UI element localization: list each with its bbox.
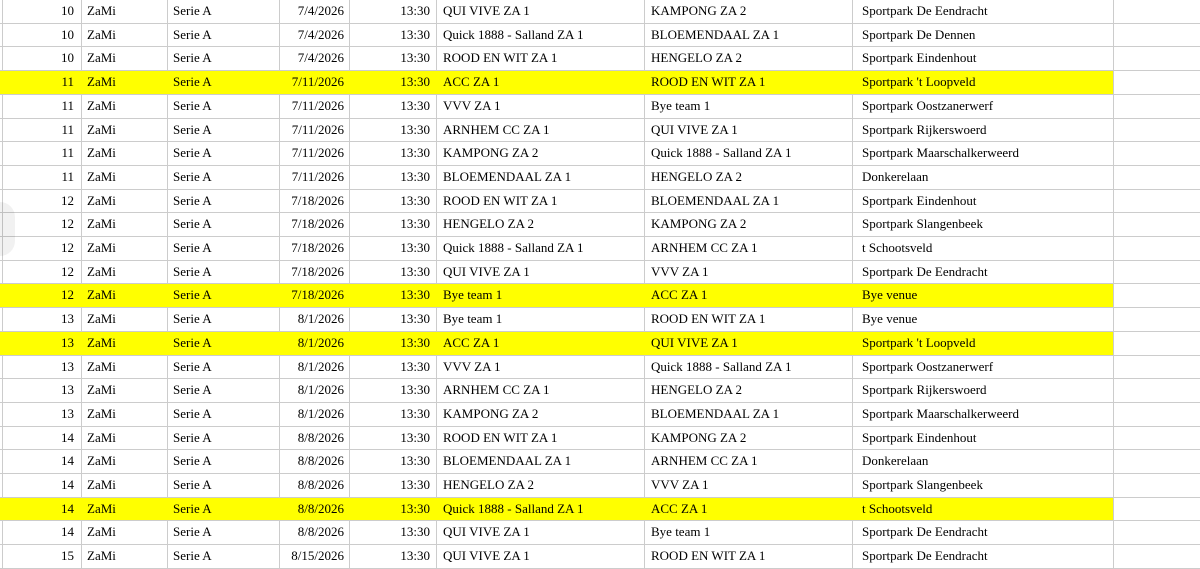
cell-venue[interactable]: t Schootsveld bbox=[862, 240, 933, 256]
cell-time[interactable]: 13:30 bbox=[350, 521, 437, 544]
cell-venue[interactable]: Sportpark Oostzanerwerf bbox=[862, 358, 994, 374]
cell-away-team[interactable]: Bye team 1 bbox=[645, 521, 853, 544]
cell-time[interactable]: 13:30 bbox=[350, 47, 437, 70]
table-row bbox=[0, 47, 1200, 71]
cell-venue[interactable]: Donkerelaan bbox=[862, 168, 929, 184]
cell-empty[interactable] bbox=[1113, 521, 1200, 544]
cell-round[interactable]: 10 bbox=[3, 47, 82, 70]
cell-competition[interactable]: ZaMi bbox=[82, 0, 168, 23]
cell-round[interactable]: 11 bbox=[3, 95, 82, 118]
cell-venue[interactable]: Sportpark Slangenbeek bbox=[862, 216, 983, 232]
cell-empty[interactable] bbox=[1113, 47, 1200, 70]
cell-round[interactable]: 13 bbox=[3, 379, 82, 402]
cell-round[interactable]: 14 bbox=[3, 474, 82, 497]
cell-division[interactable]: Serie A bbox=[168, 498, 280, 521]
cell-competition[interactable]: ZaMi bbox=[82, 356, 168, 379]
cell-venue[interactable]: Sportpark De Dennen bbox=[862, 26, 976, 42]
cell-round[interactable]: 13 bbox=[3, 332, 82, 355]
cell-home-team[interactable]: ACC ZA 1 bbox=[437, 332, 645, 355]
cell-time[interactable]: 13:30 bbox=[350, 403, 437, 426]
table-row bbox=[0, 403, 1200, 427]
cell-venue[interactable]: Bye venue bbox=[862, 311, 918, 327]
table-row bbox=[0, 356, 1200, 380]
cell-away-team[interactable]: ROOD EN WIT ZA 1 bbox=[645, 545, 853, 568]
cell-competition[interactable]: ZaMi bbox=[82, 237, 168, 260]
cell-competition[interactable]: ZaMi bbox=[82, 261, 168, 284]
cell-date[interactable]: 7/18/2026 bbox=[280, 237, 350, 260]
cell-division[interactable]: Serie A bbox=[168, 213, 280, 236]
cell-round[interactable]: 13 bbox=[3, 403, 82, 426]
cell-competition[interactable]: ZaMi bbox=[82, 545, 168, 568]
table-row bbox=[0, 332, 1200, 356]
cell-division[interactable]: Serie A bbox=[168, 119, 280, 142]
cell-division[interactable]: Serie A bbox=[168, 474, 280, 497]
cell-home-team[interactable]: ROOD EN WIT ZA 1 bbox=[437, 47, 645, 70]
cell-competition[interactable]: ZaMi bbox=[82, 498, 168, 521]
cell-division[interactable]: Serie A bbox=[168, 379, 280, 402]
cell-date[interactable]: 7/18/2026 bbox=[280, 261, 350, 284]
cell-home-team[interactable]: ACC ZA 1 bbox=[437, 71, 645, 94]
cell-date[interactable]: 7/4/2026 bbox=[280, 24, 350, 47]
cell-division[interactable]: Serie A bbox=[168, 0, 280, 23]
cell-division[interactable]: Serie A bbox=[168, 308, 280, 331]
table-row bbox=[0, 261, 1200, 285]
cell-empty[interactable] bbox=[1113, 498, 1200, 521]
table-row bbox=[0, 142, 1200, 166]
cell-empty[interactable] bbox=[1113, 237, 1200, 260]
table-row bbox=[0, 450, 1200, 474]
cell-empty[interactable] bbox=[1113, 166, 1200, 189]
cell-away-team[interactable]: VVV ZA 1 bbox=[645, 261, 853, 284]
cell-away-team[interactable]: ACC ZA 1 bbox=[645, 284, 853, 307]
cell-venue[interactable]: Sportpark 't Loopveld bbox=[853, 71, 1113, 94]
cell-home-team[interactable]: HENGELO ZA 2 bbox=[437, 474, 645, 497]
table-row bbox=[0, 166, 1200, 190]
cell-empty[interactable] bbox=[1113, 356, 1200, 379]
cell-empty[interactable] bbox=[1113, 142, 1200, 165]
cell-round[interactable]: 14 bbox=[3, 450, 82, 473]
cell-empty[interactable] bbox=[1113, 403, 1200, 426]
cell-date[interactable]: 7/18/2026 bbox=[280, 190, 350, 213]
cell-round[interactable]: 13 bbox=[3, 308, 82, 331]
cell-home-team[interactable]: ARNHEM CC ZA 1 bbox=[437, 119, 645, 142]
cell-competition[interactable]: ZaMi bbox=[82, 142, 168, 165]
cell-round[interactable]: 12 bbox=[3, 237, 82, 260]
cell-division[interactable]: Serie A bbox=[168, 190, 280, 213]
cell-home-team[interactable]: QUI VIVE ZA 1 bbox=[437, 261, 645, 284]
table-row bbox=[0, 284, 1200, 308]
cell-round[interactable]: 15 bbox=[3, 545, 82, 568]
cell-away-team[interactable]: Quick 1888 - Salland ZA 1 bbox=[645, 356, 853, 379]
cell-empty[interactable] bbox=[1113, 261, 1200, 284]
cell-date[interactable]: 7/11/2026 bbox=[280, 71, 350, 94]
cell-venue[interactable]: Sportpark Oostzanerwerf bbox=[862, 97, 994, 113]
table-row bbox=[0, 308, 1200, 332]
cell-empty[interactable] bbox=[1113, 284, 1200, 307]
cell-competition[interactable]: ZaMi bbox=[82, 403, 168, 426]
cell-round[interactable]: 12 bbox=[3, 284, 82, 307]
table-row bbox=[0, 119, 1200, 143]
cell-date[interactable]: 8/8/2026 bbox=[280, 427, 350, 450]
cell-competition[interactable]: ZaMi bbox=[82, 450, 168, 473]
cell-date[interactable]: 7/11/2026 bbox=[280, 166, 350, 189]
cell-time[interactable]: 13:30 bbox=[350, 213, 437, 236]
cell-home-team[interactable]: KAMPONG ZA 2 bbox=[437, 403, 645, 426]
cell-venue[interactable]: Sportpark Slangenbeek bbox=[862, 477, 983, 493]
cell-time[interactable]: 13:30 bbox=[350, 190, 437, 213]
cell-away-team[interactable]: HENGELO ZA 2 bbox=[645, 47, 853, 70]
cell-away-team[interactable]: ARNHEM CC ZA 1 bbox=[645, 450, 853, 473]
cell-time[interactable]: 13:30 bbox=[350, 119, 437, 142]
table-row bbox=[0, 213, 1200, 237]
cell-division[interactable]: Serie A bbox=[168, 71, 280, 94]
cell-date[interactable]: 8/1/2026 bbox=[280, 379, 350, 402]
cell-away-team[interactable]: ARNHEM CC ZA 1 bbox=[645, 237, 853, 260]
table-row bbox=[0, 190, 1200, 214]
cell-empty[interactable] bbox=[1113, 71, 1200, 94]
cell-empty[interactable] bbox=[1113, 545, 1200, 568]
cell-time[interactable]: 13:30 bbox=[350, 284, 437, 307]
cell-division[interactable]: Serie A bbox=[168, 284, 280, 307]
cell-date[interactable]: 7/11/2026 bbox=[280, 119, 350, 142]
cell-home-team[interactable]: Bye team 1 bbox=[437, 284, 645, 307]
cell-home-team[interactable]: VVV ZA 1 bbox=[437, 356, 645, 379]
cell-venue[interactable]: Sportpark De Eendracht bbox=[862, 263, 988, 279]
cell-time[interactable]: 13:30 bbox=[350, 0, 437, 23]
cell-competition[interactable]: ZaMi bbox=[82, 47, 168, 70]
cell-date[interactable]: 8/8/2026 bbox=[280, 498, 350, 521]
cell-date[interactable]: 8/1/2026 bbox=[280, 356, 350, 379]
cell-round[interactable]: 12 bbox=[3, 261, 82, 284]
cell-division[interactable]: Serie A bbox=[168, 545, 280, 568]
cell-venue[interactable]: Sportpark Maarschalkerweerd bbox=[862, 145, 1020, 161]
cell-home-team[interactable]: QUI VIVE ZA 1 bbox=[437, 521, 645, 544]
cell-date[interactable]: 7/11/2026 bbox=[280, 142, 350, 165]
cell-away-team[interactable]: BLOEMENDAAL ZA 1 bbox=[645, 24, 853, 47]
cell-venue[interactable]: Sportpark Rijkerswoerd bbox=[862, 382, 987, 398]
cell-away-team[interactable]: KAMPONG ZA 2 bbox=[645, 0, 853, 23]
cell-empty[interactable] bbox=[1113, 308, 1200, 331]
cell-time[interactable]: 13:30 bbox=[350, 356, 437, 379]
cell-date[interactable]: 8/8/2026 bbox=[280, 450, 350, 473]
table-row bbox=[0, 498, 1200, 522]
cell-competition[interactable]: ZaMi bbox=[82, 521, 168, 544]
cell-venue[interactable]: Sportpark De Eendracht bbox=[862, 524, 988, 540]
cell-venue[interactable]: Sportpark Maarschalkerweerd bbox=[862, 405, 1020, 421]
cell-away-team[interactable]: HENGELO ZA 2 bbox=[645, 166, 853, 189]
cell-competition[interactable]: ZaMi bbox=[82, 119, 168, 142]
table-row bbox=[0, 0, 1200, 24]
cell-competition[interactable]: ZaMi bbox=[82, 213, 168, 236]
cell-date[interactable]: 8/8/2026 bbox=[280, 521, 350, 544]
cell-away-team[interactable]: ROOD EN WIT ZA 1 bbox=[645, 71, 853, 94]
cell-competition[interactable]: ZaMi bbox=[82, 24, 168, 47]
cell-home-team[interactable]: BLOEMENDAAL ZA 1 bbox=[437, 166, 645, 189]
cell-division[interactable]: Serie A bbox=[168, 47, 280, 70]
cell-away-team[interactable]: KAMPONG ZA 2 bbox=[645, 427, 853, 450]
cell-venue[interactable]: Sportpark Rijkerswoerd bbox=[862, 121, 987, 137]
cell-division[interactable]: Serie A bbox=[168, 332, 280, 355]
cell-division[interactable]: Serie A bbox=[168, 356, 280, 379]
cell-division[interactable]: Serie A bbox=[168, 521, 280, 544]
cell-home-team[interactable]: BLOEMENDAAL ZA 1 bbox=[437, 450, 645, 473]
cell-competition[interactable]: ZaMi bbox=[82, 190, 168, 213]
cell-home-team[interactable]: VVV ZA 1 bbox=[437, 95, 645, 118]
cell-empty[interactable] bbox=[1113, 0, 1200, 23]
cell-round[interactable]: 14 bbox=[3, 427, 82, 450]
cell-time[interactable]: 13:30 bbox=[350, 237, 437, 260]
cell-empty[interactable] bbox=[1113, 450, 1200, 473]
cell-time[interactable]: 13:30 bbox=[350, 427, 437, 450]
cell-home-team[interactable]: ROOD EN WIT ZA 1 bbox=[437, 427, 645, 450]
cell-division[interactable]: Serie A bbox=[168, 261, 280, 284]
cell-round[interactable]: 12 bbox=[3, 190, 82, 213]
cell-date[interactable]: 8/1/2026 bbox=[280, 308, 350, 331]
cell-competition[interactable]: ZaMi bbox=[82, 308, 168, 331]
cell-empty[interactable] bbox=[1113, 427, 1200, 450]
cell-time[interactable]: 13:30 bbox=[350, 474, 437, 497]
cell-round[interactable]: 14 bbox=[3, 498, 82, 521]
table-row bbox=[0, 379, 1200, 403]
cell-away-team[interactable]: QUI VIVE ZA 1 bbox=[645, 332, 853, 355]
cell-venue[interactable]: Sportpark Eindenhout bbox=[862, 429, 977, 445]
cell-home-team[interactable]: QUI VIVE ZA 1 bbox=[437, 0, 645, 23]
cell-venue[interactable]: Donkerelaan bbox=[862, 453, 929, 469]
cell-round[interactable]: 11 bbox=[3, 119, 82, 142]
cell-competition[interactable]: ZaMi bbox=[82, 95, 168, 118]
cell-home-team[interactable]: Quick 1888 - Salland ZA 1 bbox=[437, 498, 645, 521]
cell-time[interactable]: 13:30 bbox=[350, 545, 437, 568]
cell-division[interactable]: Serie A bbox=[168, 95, 280, 118]
cell-round[interactable]: 11 bbox=[3, 71, 82, 94]
cell-away-team[interactable]: BLOEMENDAAL ZA 1 bbox=[645, 190, 853, 213]
cell-empty[interactable] bbox=[1113, 332, 1200, 355]
cell-away-team[interactable]: QUI VIVE ZA 1 bbox=[645, 119, 853, 142]
table-row bbox=[0, 545, 1200, 569]
cell-empty[interactable] bbox=[1113, 474, 1200, 497]
table-row bbox=[0, 521, 1200, 545]
cell-competition[interactable]: ZaMi bbox=[82, 166, 168, 189]
cell-empty[interactable] bbox=[1113, 119, 1200, 142]
cell-round[interactable]: 14 bbox=[3, 521, 82, 544]
cell-time[interactable]: 13:30 bbox=[350, 95, 437, 118]
cell-division[interactable]: Serie A bbox=[168, 24, 280, 47]
cell-away-team[interactable]: KAMPONG ZA 2 bbox=[645, 213, 853, 236]
cell-venue[interactable]: Sportpark De Eendracht bbox=[862, 548, 988, 564]
table-row bbox=[0, 95, 1200, 119]
cell-home-team[interactable]: ROOD EN WIT ZA 1 bbox=[437, 190, 645, 213]
cell-home-team[interactable]: KAMPONG ZA 2 bbox=[437, 142, 645, 165]
cell-venue[interactable]: Bye venue bbox=[853, 284, 1113, 307]
cell-division[interactable]: Serie A bbox=[168, 427, 280, 450]
cell-time[interactable]: 13:30 bbox=[350, 308, 437, 331]
cell-empty[interactable] bbox=[1113, 379, 1200, 402]
cell-division[interactable]: Serie A bbox=[168, 142, 280, 165]
cell-time[interactable]: 13:30 bbox=[350, 261, 437, 284]
cell-date[interactable]: 8/1/2026 bbox=[280, 403, 350, 426]
cell-competition[interactable]: ZaMi bbox=[82, 474, 168, 497]
cell-competition[interactable]: ZaMi bbox=[82, 379, 168, 402]
cell-time[interactable]: 13:30 bbox=[350, 332, 437, 355]
cell-home-team[interactable]: HENGELO ZA 2 bbox=[437, 213, 645, 236]
cell-date[interactable]: 8/15/2026 bbox=[280, 545, 350, 568]
cell-away-team[interactable]: VVV ZA 1 bbox=[645, 474, 853, 497]
cell-home-team[interactable]: Bye team 1 bbox=[437, 308, 645, 331]
cell-date[interactable]: 7/4/2026 bbox=[280, 0, 350, 23]
cell-round[interactable]: 11 bbox=[3, 142, 82, 165]
cell-venue[interactable]: t Schootsveld bbox=[853, 498, 1113, 521]
cell-away-team[interactable]: Quick 1888 - Salland ZA 1 bbox=[645, 142, 853, 165]
table-row bbox=[0, 71, 1200, 95]
cell-venue[interactable]: Sportpark 't Loopveld bbox=[853, 332, 1113, 355]
cell-time[interactable]: 13:30 bbox=[350, 142, 437, 165]
cell-round[interactable]: 12 bbox=[3, 213, 82, 236]
cell-date[interactable]: 7/18/2026 bbox=[280, 213, 350, 236]
cell-home-team[interactable]: QUI VIVE ZA 1 bbox=[437, 545, 645, 568]
cell-round[interactable]: 10 bbox=[3, 0, 82, 23]
table-row bbox=[0, 237, 1200, 261]
cell-away-team[interactable]: Bye team 1 bbox=[645, 95, 853, 118]
cell-home-team[interactable]: Quick 1888 - Salland ZA 1 bbox=[437, 24, 645, 47]
cell-away-team[interactable]: ACC ZA 1 bbox=[645, 498, 853, 521]
cell-time[interactable]: 13:30 bbox=[350, 166, 437, 189]
cell-round[interactable]: 10 bbox=[3, 24, 82, 47]
cell-division[interactable]: Serie A bbox=[168, 166, 280, 189]
cell-competition[interactable]: ZaMi bbox=[82, 332, 168, 355]
cell-division[interactable]: Serie A bbox=[168, 403, 280, 426]
cell-date[interactable]: 8/8/2026 bbox=[280, 474, 350, 497]
cell-away-team[interactable]: BLOEMENDAAL ZA 1 bbox=[645, 403, 853, 426]
cell-date[interactable]: 7/4/2026 bbox=[280, 47, 350, 70]
cell-away-team[interactable]: ROOD EN WIT ZA 1 bbox=[645, 308, 853, 331]
cell-venue[interactable]: Sportpark De Eendracht bbox=[862, 3, 988, 18]
table-row bbox=[0, 24, 1200, 48]
cell-time[interactable]: 13:30 bbox=[350, 71, 437, 94]
cell-time[interactable]: 13:30 bbox=[350, 379, 437, 402]
table-row bbox=[0, 474, 1200, 498]
cell-venue[interactable]: Sportpark Eindenhout bbox=[862, 50, 977, 66]
cell-time[interactable]: 13:30 bbox=[350, 24, 437, 47]
cell-competition[interactable]: ZaMi bbox=[82, 284, 168, 307]
cell-empty[interactable] bbox=[1113, 95, 1200, 118]
cell-round[interactable]: 11 bbox=[3, 166, 82, 189]
cell-home-team[interactable]: ARNHEM CC ZA 1 bbox=[437, 379, 645, 402]
cell-home-team[interactable]: Quick 1888 - Salland ZA 1 bbox=[437, 237, 645, 260]
cell-venue[interactable]: Sportpark Eindenhout bbox=[862, 192, 977, 208]
cell-date[interactable]: 7/18/2026 bbox=[280, 284, 350, 307]
cell-empty[interactable] bbox=[1113, 213, 1200, 236]
cell-competition[interactable]: ZaMi bbox=[82, 427, 168, 450]
cell-round[interactable]: 13 bbox=[3, 356, 82, 379]
cell-competition[interactable]: ZaMi bbox=[82, 71, 168, 94]
cell-date[interactable]: 8/1/2026 bbox=[280, 332, 350, 355]
cell-empty[interactable] bbox=[1113, 24, 1200, 47]
cell-empty[interactable] bbox=[1113, 190, 1200, 213]
cell-away-team[interactable]: HENGELO ZA 2 bbox=[645, 379, 853, 402]
cell-division[interactable]: Serie A bbox=[168, 450, 280, 473]
cell-date[interactable]: 7/11/2026 bbox=[280, 95, 350, 118]
table-row bbox=[0, 427, 1200, 451]
cell-time[interactable]: 13:30 bbox=[350, 498, 437, 521]
cell-division[interactable]: Serie A bbox=[168, 237, 280, 260]
cell-time[interactable]: 13:30 bbox=[350, 450, 437, 473]
